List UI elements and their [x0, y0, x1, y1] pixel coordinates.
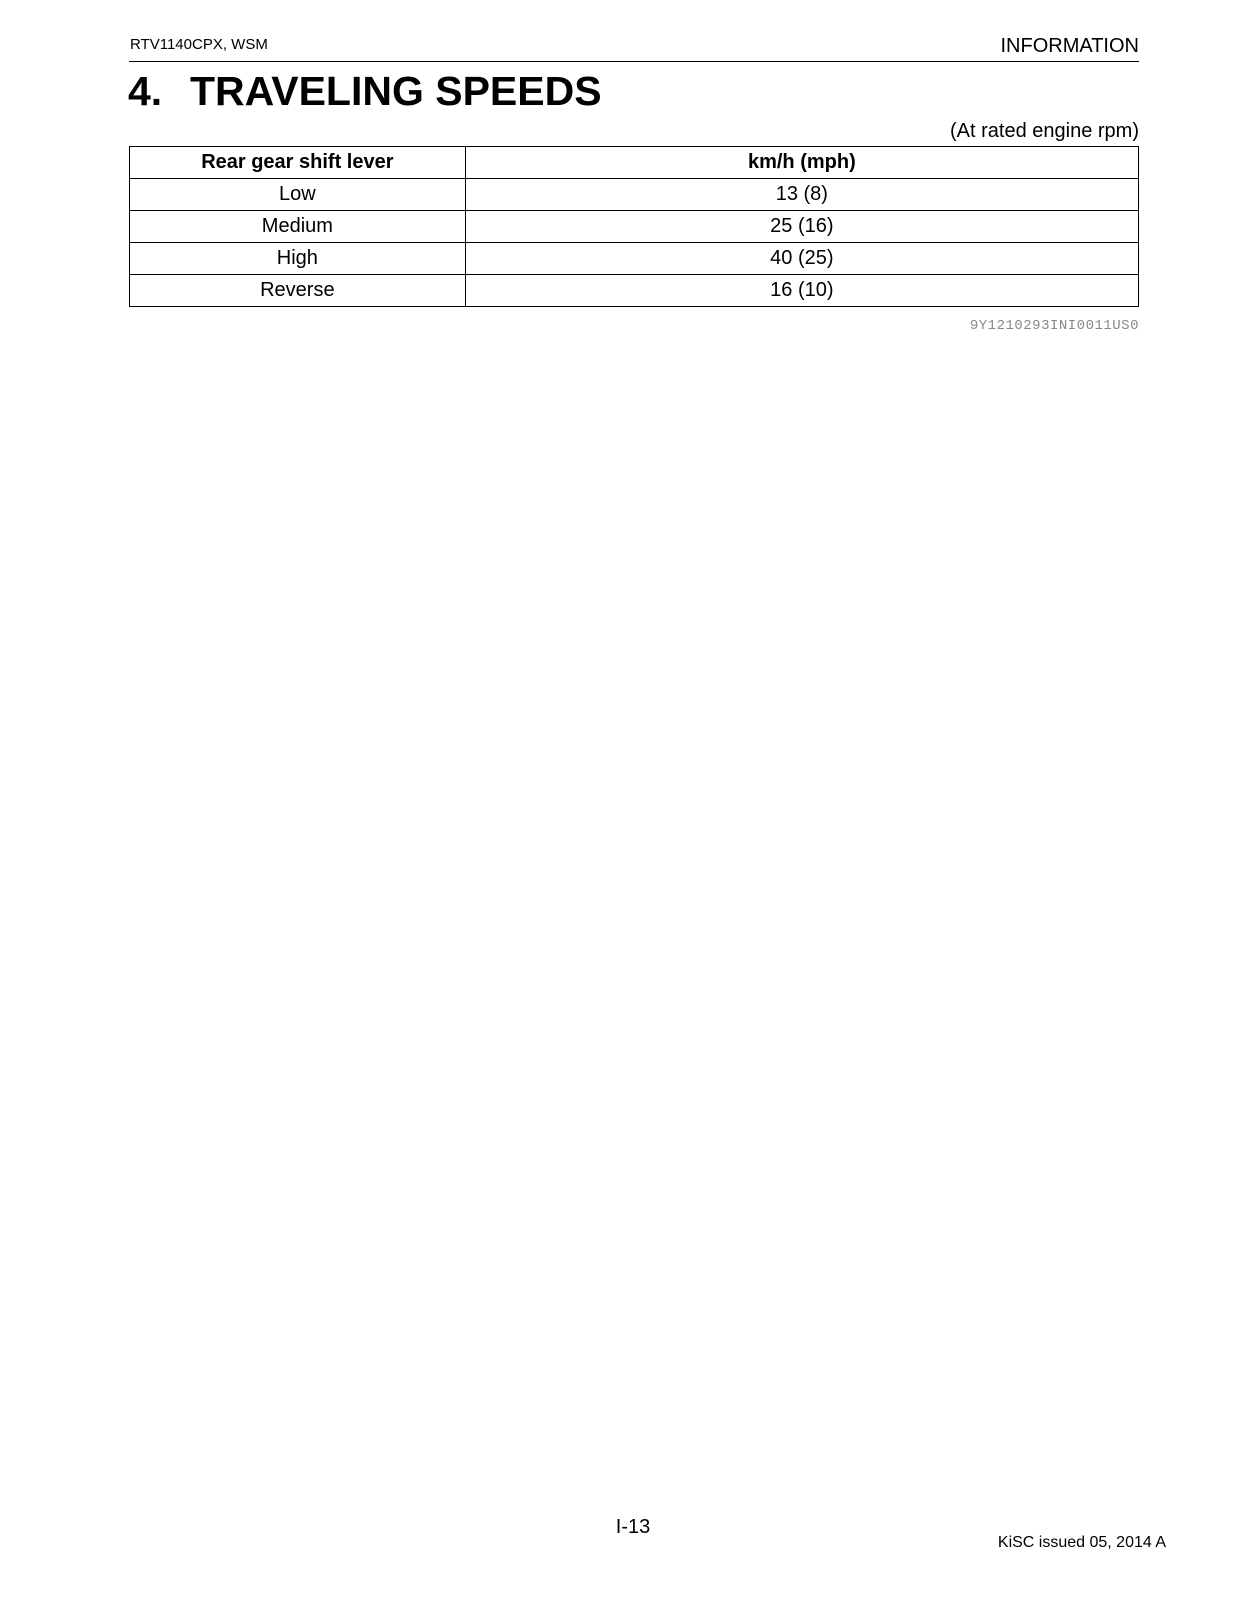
section-number: 4. [128, 68, 163, 114]
page-number: I-13 [615, 1516, 651, 1538]
table-row [130, 275, 1139, 307]
gear-cell: High [130, 243, 466, 275]
issue-note: KiSC issued 05, 2014 A [997, 1534, 1166, 1551]
table-header-row [130, 147, 1139, 179]
document-code: 9Y1210293INI0011US0 [969, 318, 1139, 334]
table-row [130, 211, 1139, 243]
header-section: INFORMATION [1000, 35, 1139, 57]
table-note: (At rated engine rpm) [950, 120, 1139, 142]
speed-cell: 13 (8) [465, 179, 1138, 211]
header-divider [129, 61, 1139, 62]
header-model: RTV1140CPX, WSM [130, 36, 268, 53]
section-title [128, 68, 602, 115]
column-header-speed: km/h (mph) [465, 147, 1138, 179]
speed-cell: 16 (10) [465, 275, 1138, 307]
table-row [130, 179, 1139, 211]
section-heading: TRAVELING SPEEDS [190, 68, 602, 114]
speed-cell: 40 (25) [465, 243, 1138, 275]
gear-cell: Low [130, 179, 466, 211]
table-row [130, 243, 1139, 275]
gear-cell: Reverse [130, 275, 466, 307]
column-header-gear: Rear gear shift lever [130, 147, 466, 179]
speed-cell: 25 (16) [465, 211, 1138, 243]
gear-cell: Medium [130, 211, 466, 243]
traveling-speeds-table [129, 146, 1139, 307]
